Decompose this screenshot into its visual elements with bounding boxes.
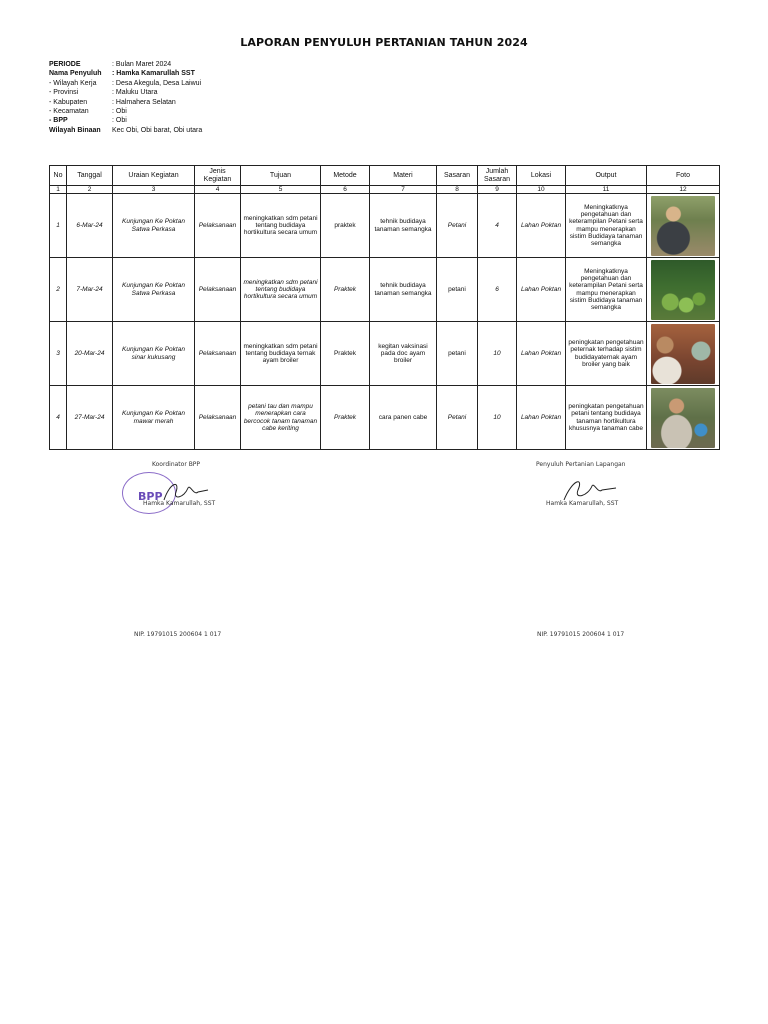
column-header: Lokasi xyxy=(517,166,566,186)
cell-no: 1 xyxy=(50,194,67,258)
cell-tanggal: 27-Mar-24 xyxy=(67,386,113,450)
cell-metode: Praktek xyxy=(321,322,370,386)
left-signature-name: Hamka Kamarullah, SST xyxy=(143,500,216,507)
cell-materi: tehnik budidaya tanaman semangka xyxy=(370,258,437,322)
info-value: : Maluku Utara xyxy=(112,89,158,97)
column-number: 2 xyxy=(67,186,113,194)
cell-materi: tehnik budidaya tanaman semangka xyxy=(370,194,437,258)
column-number: 3 xyxy=(113,186,195,194)
right-signature-title: Penyuluh Pertanian Lapangan xyxy=(536,461,626,468)
info-row xyxy=(49,126,202,135)
cell-uraian: Kunjungan Ke Poktan mawar merah xyxy=(113,386,195,450)
cell-jumlah: 10 xyxy=(478,322,517,386)
cell-materi: kegitan vaksinasi pada doc ayam broiler xyxy=(370,322,437,386)
cell-materi: cara panen cabe xyxy=(370,386,437,450)
activity-photo xyxy=(651,196,715,256)
cell-no: 3 xyxy=(50,322,67,386)
column-header: Materi xyxy=(370,166,437,186)
cell-foto xyxy=(647,258,720,322)
cell-output: peningkatan pengetahuan peternak terhadap sistim budidayaternak ayam broiler yang baik xyxy=(566,322,647,386)
info-label: PERIODE xyxy=(49,61,81,68)
info-label: Wilayah Binaan xyxy=(49,126,101,134)
report-info xyxy=(49,60,202,135)
table-row xyxy=(50,194,720,258)
cell-tanggal: 20-Mar-24 xyxy=(67,322,113,386)
cell-sasaran: petani xyxy=(437,322,478,386)
cell-jumlah: 10 xyxy=(478,386,517,450)
column-header: Foto xyxy=(647,166,720,186)
column-number: 6 xyxy=(321,186,370,194)
activity-photo xyxy=(651,260,715,320)
info-value: : Halmahera Selatan xyxy=(112,98,176,106)
activity-photo xyxy=(651,324,715,384)
cell-sasaran: petani xyxy=(437,258,478,322)
column-number: 4 xyxy=(195,186,241,194)
cell-jumlah: 4 xyxy=(478,194,517,258)
cell-jenis: Pelaksanaan xyxy=(195,322,241,386)
cell-jenis: Pelaksanaan xyxy=(195,194,241,258)
cell-uraian: Kunjungan Ke Poktan sinar kukusang xyxy=(113,322,195,386)
info-label: - BPP xyxy=(49,117,68,125)
cell-uraian: Kunjungan Ke Poktan Satwa Perkasa xyxy=(113,258,195,322)
info-row xyxy=(49,107,202,116)
info-value: : Bulan Maret 2024 xyxy=(112,61,172,68)
cell-metode: Praktek xyxy=(321,386,370,450)
info-label: - Kabupaten xyxy=(49,98,88,106)
info-label: - Kecamatan xyxy=(49,108,89,116)
report-title: LAPORAN PENYULUH PERTANIAN TAHUN 2024 xyxy=(240,36,528,49)
cell-tujuan: petani tau dan mampu menerapkan cara bercocok tanam tanaman cabe keriting xyxy=(241,386,321,450)
info-row xyxy=(49,60,202,69)
column-header: Jumlah Sasaran xyxy=(478,166,517,186)
table-row xyxy=(50,258,720,322)
cell-tujuan: meningkatkan sdm petani tentang budidaya ternak ayam broiler xyxy=(241,322,321,386)
info-label: - Wilayah Kerja xyxy=(49,79,97,87)
info-row xyxy=(49,98,202,107)
cell-jenis: Pelaksanaan xyxy=(195,258,241,322)
column-header: Tanggal xyxy=(67,166,113,186)
info-row xyxy=(49,69,202,78)
info-value: : Hamka Kamarullah SST xyxy=(112,70,195,78)
column-header: Tujuan xyxy=(241,166,321,186)
column-header: No xyxy=(50,166,67,186)
cell-lokasi: Lahan Poktan xyxy=(517,258,566,322)
info-row xyxy=(49,88,202,97)
left-signature-title: Koordinator BPP xyxy=(152,461,201,468)
cell-jenis: Pelaksanaan xyxy=(195,386,241,450)
table-number-row xyxy=(50,186,720,194)
cell-metode: praktek xyxy=(321,194,370,258)
cell-tanggal: 6-Mar-24 xyxy=(67,194,113,258)
cell-foto xyxy=(647,194,720,258)
info-value: : Desa Akegula, Desa Laiwui xyxy=(112,79,202,87)
cell-sasaran: Petani xyxy=(437,194,478,258)
cell-metode: Praktek xyxy=(321,258,370,322)
info-row xyxy=(49,79,202,88)
report-table xyxy=(49,165,720,450)
cell-output: Meningkatknya pengetahuan dan keterampilan Petani serta mampu menerapkan sistim Budidaya tanaman semangka xyxy=(566,258,647,322)
cell-foto xyxy=(647,386,720,450)
table-row xyxy=(50,386,720,450)
info-label: Nama Penyuluh xyxy=(49,70,102,78)
cell-output: peningkatan pengetahuan petani tentang budidaya tanaman hortikultura khususnya tanaman cabe xyxy=(566,386,647,450)
cell-lokasi: Lahan Poktan xyxy=(517,322,566,386)
cell-lokasi: Lahan Poktan xyxy=(517,386,566,450)
column-number: 10 xyxy=(517,186,566,194)
right-signature-nip: NIP. 19791015 200604 1 017 xyxy=(537,631,625,638)
info-row xyxy=(49,116,202,125)
column-number: 5 xyxy=(241,186,321,194)
cell-lokasi: Lahan Poktan xyxy=(517,194,566,258)
column-number: 11 xyxy=(566,186,647,194)
info-label: - Provinsi xyxy=(49,89,79,97)
cell-foto xyxy=(647,322,720,386)
column-header: Uraian Kegiatan xyxy=(113,166,195,186)
table-body xyxy=(50,194,720,450)
column-number: 1 xyxy=(50,186,67,194)
column-number: 7 xyxy=(370,186,437,194)
column-number: 9 xyxy=(478,186,517,194)
cell-no: 4 xyxy=(50,386,67,450)
cell-tujuan: meningkatkan sdm petani tentang budidaya hortikultura secara umum xyxy=(241,258,321,322)
cell-no: 2 xyxy=(50,258,67,322)
cell-jumlah: 6 xyxy=(478,258,517,322)
column-header: Metode xyxy=(321,166,370,186)
info-value: : Obi xyxy=(112,117,127,125)
column-header: Output xyxy=(566,166,647,186)
cell-output: Meningkatknya pengetahuan dan keterampilan Petani serta mampu menerapkan sistim Budidaya tanaman semangka xyxy=(566,194,647,258)
table-header-row xyxy=(50,166,720,186)
column-header: Sasaran xyxy=(437,166,478,186)
cell-tujuan: meningkatkan sdm petani tentang budidaya hortikultura secara umum xyxy=(241,194,321,258)
bpp-stamp-text: BPP xyxy=(138,490,163,503)
info-value: Kec Obi, Obi barat, Obi utara xyxy=(112,126,203,134)
right-signature-name: Hamka Kamarullah, SST xyxy=(546,500,619,507)
cell-uraian: Kunjungan Ke Poktan Satwa Perkasa xyxy=(113,194,195,258)
table-row xyxy=(50,322,720,386)
activity-photo xyxy=(651,388,715,448)
cell-sasaran: Petani xyxy=(437,386,478,450)
column-header: Jenis Kegiatan xyxy=(195,166,241,186)
cell-tanggal: 7-Mar-24 xyxy=(67,258,113,322)
column-number: 12 xyxy=(647,186,720,194)
left-signature-nip: NIP. 19791015 200604 1 017 xyxy=(134,631,222,638)
info-value: : Obi xyxy=(112,108,127,116)
column-number: 8 xyxy=(437,186,478,194)
